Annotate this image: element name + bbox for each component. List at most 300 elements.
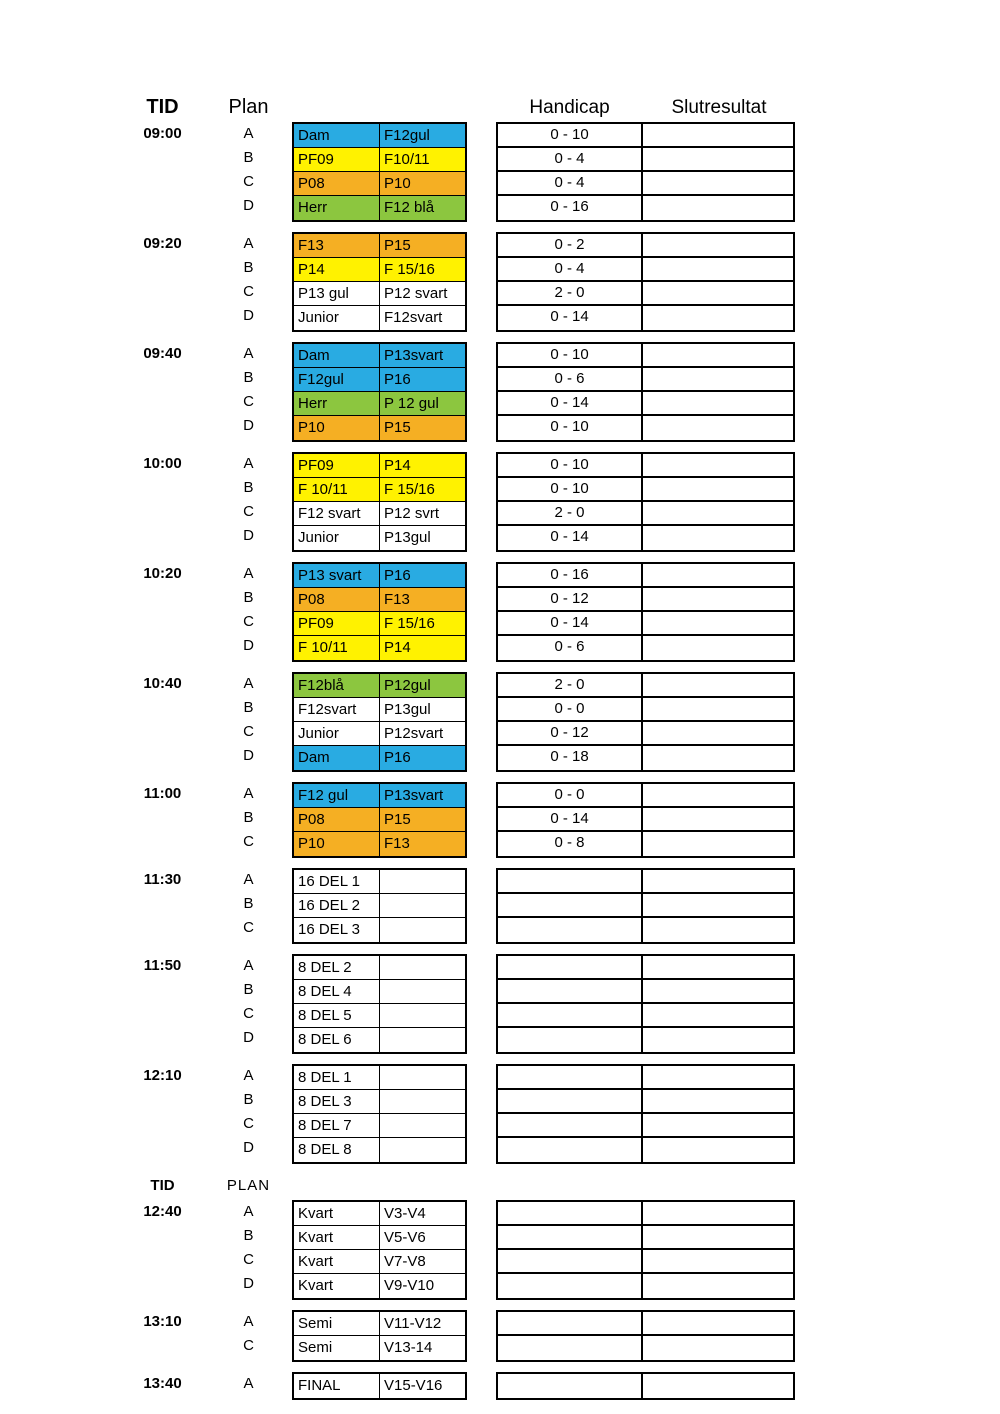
plan-label: B <box>243 698 254 716</box>
team-cell-right: F13 <box>380 832 465 856</box>
label-row <box>0 561 292 585</box>
team-row <box>294 698 465 722</box>
label-row <box>0 303 292 327</box>
plan-label: B <box>243 980 254 998</box>
label-column <box>0 953 292 1049</box>
plan-label: A <box>243 1312 254 1330</box>
label-row <box>0 1271 292 1295</box>
time-label: 10:00 <box>143 454 182 472</box>
team-table <box>292 1064 467 1164</box>
label-column <box>0 341 292 437</box>
team-cell-left: 8 DEL 8 <box>294 1138 380 1162</box>
score-row <box>498 636 793 660</box>
score-table <box>496 1064 795 1164</box>
label-column <box>0 1063 292 1159</box>
team-cell-right <box>380 1004 465 1027</box>
score-row <box>498 1374 793 1398</box>
team-cell-left: 16 DEL 3 <box>294 918 380 942</box>
plan-label: C <box>243 612 254 630</box>
team-row <box>294 1336 465 1360</box>
label-row <box>0 609 292 633</box>
score-row <box>498 172 793 196</box>
time-block <box>0 451 1000 552</box>
label-row <box>0 451 292 475</box>
team-cell-left: F 10/11 <box>294 636 380 660</box>
result-cell <box>643 636 793 660</box>
handicap-cell: 2 - 0 <box>498 282 643 304</box>
label-row <box>0 1001 292 1025</box>
handicap-cell: 0 - 16 <box>498 564 643 586</box>
score-table <box>496 452 795 552</box>
team-row <box>294 980 465 1004</box>
team-cell-right <box>380 1114 465 1137</box>
header-handicap: Handicap <box>529 97 610 118</box>
team-table <box>292 954 467 1054</box>
handicap-cell <box>498 918 643 942</box>
team-cell-left: Dam <box>294 344 380 367</box>
team-cell-left: 16 DEL 1 <box>294 870 380 893</box>
team-cell-right: P15 <box>380 416 465 440</box>
time-label: 11:30 <box>143 870 182 888</box>
team-cell-right: V7-V8 <box>380 1250 465 1273</box>
team-cell-right: F12 blå <box>380 196 465 220</box>
team-row <box>294 368 465 392</box>
label-row <box>0 585 292 609</box>
label-row <box>0 829 292 853</box>
team-cell-right: F 15/16 <box>380 612 465 635</box>
plan-label: C <box>243 722 254 740</box>
label-row <box>0 743 292 767</box>
label-column <box>0 867 292 939</box>
plan-label: C <box>243 1250 254 1268</box>
time-label: 12:40 <box>143 1202 182 1220</box>
score-row <box>498 306 793 330</box>
team-cell-left: F12gul <box>294 368 380 391</box>
label-row <box>0 365 292 389</box>
label-column <box>0 451 292 547</box>
label-row <box>0 633 292 657</box>
team-cell-right: V13-14 <box>380 1336 465 1360</box>
score-row <box>498 1114 793 1138</box>
result-cell <box>643 172 793 194</box>
team-table <box>292 1310 467 1362</box>
label-row <box>0 867 292 891</box>
label-row <box>0 1371 292 1395</box>
team-cell-right: V11-V12 <box>380 1312 465 1335</box>
plan-label: A <box>243 674 254 692</box>
label-row <box>0 1111 292 1135</box>
result-cell <box>643 1336 793 1360</box>
time-label: 09:40 <box>143 344 182 362</box>
label-row <box>0 1333 292 1357</box>
time-label: 10:20 <box>143 564 182 582</box>
label-column <box>0 781 292 853</box>
team-row <box>294 1202 465 1226</box>
team-row <box>294 636 465 660</box>
time-label: 12:10 <box>143 1066 182 1084</box>
team-cell-left: 8 DEL 2 <box>294 956 380 979</box>
label-row <box>0 341 292 365</box>
label-row <box>0 1063 292 1087</box>
handicap-cell <box>498 1004 643 1026</box>
handicap-cell <box>498 1028 643 1052</box>
handicap-cell: 0 - 14 <box>498 612 643 634</box>
team-cell-left: P10 <box>294 416 380 440</box>
team-row <box>294 344 465 368</box>
plan-label: B <box>243 258 254 276</box>
team-cell-left: P08 <box>294 588 380 611</box>
team-row <box>294 1004 465 1028</box>
team-cell-right: P12svart <box>380 722 465 745</box>
team-cell-right: F10/11 <box>380 148 465 171</box>
plan-label: A <box>243 870 254 888</box>
score-table <box>496 1200 795 1300</box>
label-row <box>0 1247 292 1271</box>
team-row <box>294 148 465 172</box>
result-cell <box>643 808 793 830</box>
score-row <box>498 722 793 746</box>
result-cell <box>643 894 793 916</box>
result-cell <box>643 746 793 770</box>
score-row <box>498 1274 793 1298</box>
score-row <box>498 746 793 770</box>
team-cell-left: 16 DEL 2 <box>294 894 380 917</box>
time-block <box>0 121 1000 222</box>
team-cell-left: F12 gul <box>294 784 380 807</box>
result-cell <box>643 918 793 942</box>
team-cell-right: P14 <box>380 454 465 477</box>
team-row <box>294 1250 465 1274</box>
time-block <box>0 341 1000 442</box>
plan-label: B <box>243 1226 254 1244</box>
result-cell <box>643 674 793 696</box>
score-table <box>496 562 795 662</box>
label-row <box>0 719 292 743</box>
result-cell <box>643 502 793 524</box>
plan-label: C <box>243 282 254 300</box>
score-row <box>498 870 793 894</box>
score-table <box>496 122 795 222</box>
label-row <box>0 499 292 523</box>
label-row <box>0 279 292 303</box>
team-row <box>294 124 465 148</box>
team-row <box>294 674 465 698</box>
team-row <box>294 746 465 770</box>
result-cell <box>643 392 793 414</box>
header-tid: TID <box>146 96 179 118</box>
score-row <box>498 282 793 306</box>
label-row <box>0 977 292 1001</box>
score-table <box>496 1310 795 1362</box>
result-cell <box>643 306 793 330</box>
team-cell-right: P 12 gul <box>380 392 465 415</box>
label-row <box>0 1087 292 1111</box>
team-cell-left: Kvart <box>294 1202 380 1225</box>
team-table <box>292 782 467 858</box>
result-cell <box>643 1250 793 1272</box>
team-row <box>294 870 465 894</box>
score-row <box>498 416 793 440</box>
score-row <box>498 1336 793 1360</box>
team-table <box>292 672 467 772</box>
score-row <box>498 1066 793 1090</box>
team-cell-left: P13 svart <box>294 564 380 587</box>
result-cell <box>643 416 793 440</box>
handicap-cell <box>498 1250 643 1272</box>
team-row <box>294 1028 465 1052</box>
plan-label: B <box>243 148 254 166</box>
team-row <box>294 1090 465 1114</box>
result-cell <box>643 1114 793 1136</box>
time-label: 11:50 <box>143 956 182 974</box>
label-row <box>0 413 292 437</box>
team-row <box>294 784 465 808</box>
time-block <box>0 671 1000 772</box>
team-row <box>294 808 465 832</box>
score-row <box>498 196 793 220</box>
result-cell <box>643 1028 793 1052</box>
score-row <box>498 526 793 550</box>
schedule-section-group-stage <box>0 121 1000 1164</box>
time-block <box>0 1063 1000 1164</box>
plan-label: B <box>243 894 254 912</box>
label-row <box>0 523 292 547</box>
label-row <box>0 475 292 499</box>
team-cell-left: F12blå <box>294 674 380 697</box>
score-row <box>498 1090 793 1114</box>
team-cell-left: 8 DEL 1 <box>294 1066 380 1089</box>
handicap-cell: 2 - 0 <box>498 674 643 696</box>
team-row <box>294 196 465 220</box>
handicap-cell: 2 - 0 <box>498 502 643 524</box>
handicap-cell: 0 - 10 <box>498 416 643 440</box>
plan-label: C <box>243 502 254 520</box>
team-cell-right: P12 svrt <box>380 502 465 525</box>
score-row <box>498 124 793 148</box>
team-cell-left: Dam <box>294 746 380 770</box>
handicap-cell <box>498 1274 643 1298</box>
time-block <box>0 1309 1000 1362</box>
team-cell-left: Kvart <box>294 1250 380 1273</box>
label-row <box>0 805 292 829</box>
result-cell <box>643 1274 793 1298</box>
team-row <box>294 956 465 980</box>
label-column <box>0 1199 292 1295</box>
score-row <box>498 1202 793 1226</box>
handicap-cell: 0 - 14 <box>498 392 643 414</box>
team-row <box>294 392 465 416</box>
team-cell-right: P13gul <box>380 526 465 550</box>
handicap-cell: 0 - 18 <box>498 746 643 770</box>
time-label: 09:20 <box>143 234 182 252</box>
score-row <box>498 392 793 416</box>
team-cell-left: Herr <box>294 392 380 415</box>
label-row <box>0 389 292 413</box>
handicap-cell: 0 - 10 <box>498 454 643 476</box>
team-cell-right: V15-V16 <box>380 1374 465 1398</box>
time-label: 11:00 <box>143 784 182 802</box>
handicap-cell <box>498 1138 643 1162</box>
team-cell-right <box>380 956 465 979</box>
handicap-cell: 0 - 12 <box>498 588 643 610</box>
team-cell-right: P15 <box>380 808 465 831</box>
team-table <box>292 1372 467 1400</box>
result-cell <box>643 1374 793 1398</box>
handicap-cell <box>498 1090 643 1112</box>
handicap-cell <box>498 1374 643 1398</box>
label-column <box>0 561 292 657</box>
label-row <box>0 1025 292 1049</box>
label-row <box>0 695 292 719</box>
team-cell-right: F12svart <box>380 306 465 330</box>
schedule-section-playoffs <box>0 1199 1000 1400</box>
team-cell-right <box>380 1138 465 1162</box>
score-row <box>498 980 793 1004</box>
team-row <box>294 722 465 746</box>
handicap-cell <box>498 1336 643 1360</box>
plan-label: D <box>243 306 254 324</box>
team-cell-left: Junior <box>294 306 380 330</box>
score-row <box>498 588 793 612</box>
team-row <box>294 832 465 856</box>
score-row <box>498 612 793 636</box>
team-row <box>294 1374 465 1398</box>
plan-label: C <box>243 1114 254 1132</box>
score-row <box>498 918 793 942</box>
team-cell-right: P15 <box>380 234 465 257</box>
time-block <box>0 1371 1000 1400</box>
result-cell <box>643 1312 793 1334</box>
header2-tid: TID <box>150 1176 175 1194</box>
label-row <box>0 193 292 217</box>
handicap-cell: 0 - 2 <box>498 234 643 256</box>
score-row <box>498 454 793 478</box>
handicap-cell <box>498 1226 643 1248</box>
result-cell <box>643 1066 793 1088</box>
team-cell-left: F12svart <box>294 698 380 721</box>
plan-label: D <box>243 1138 254 1156</box>
result-cell <box>643 1138 793 1162</box>
score-row <box>498 234 793 258</box>
label-row <box>0 1309 292 1333</box>
score-row <box>498 894 793 918</box>
team-row <box>294 564 465 588</box>
result-cell <box>643 870 793 892</box>
plan-label: B <box>243 478 254 496</box>
label-column <box>0 121 292 217</box>
team-cell-left: Dam <box>294 124 380 147</box>
label-row <box>0 145 292 169</box>
score-table <box>496 672 795 772</box>
team-row <box>294 234 465 258</box>
team-cell-right: F12gul <box>380 124 465 147</box>
time-label: 13:40 <box>143 1374 182 1392</box>
handicap-cell <box>498 870 643 892</box>
team-cell-right: P16 <box>380 564 465 587</box>
plan-label: A <box>243 1374 254 1392</box>
score-row <box>498 1312 793 1336</box>
result-cell <box>643 784 793 806</box>
team-cell-left: P08 <box>294 172 380 195</box>
handicap-cell: 0 - 10 <box>498 344 643 366</box>
score-table <box>496 954 795 1054</box>
plan-label: A <box>243 124 254 142</box>
score-row <box>498 808 793 832</box>
team-cell-left: Semi <box>294 1336 380 1360</box>
handicap-cell: 0 - 10 <box>498 124 643 146</box>
plan-label: A <box>243 1202 254 1220</box>
label-row <box>0 231 292 255</box>
score-row <box>498 1004 793 1028</box>
score-row <box>498 956 793 980</box>
plan-label: B <box>243 588 254 606</box>
score-row <box>498 1250 793 1274</box>
team-cell-right: V5-V6 <box>380 1226 465 1249</box>
label-row <box>0 1135 292 1159</box>
time-block <box>0 561 1000 662</box>
result-cell <box>643 722 793 744</box>
team-row <box>294 1226 465 1250</box>
plan-label: C <box>243 1004 254 1022</box>
plan-label: D <box>243 526 254 544</box>
team-cell-right: P12 svart <box>380 282 465 305</box>
column-header <box>0 92 1000 119</box>
team-cell-left: P14 <box>294 258 380 281</box>
team-table <box>292 342 467 442</box>
team-row <box>294 1274 465 1298</box>
team-cell-left: 8 DEL 6 <box>294 1028 380 1052</box>
team-cell-left: F 10/11 <box>294 478 380 501</box>
result-cell <box>643 980 793 1002</box>
time-label: 13:10 <box>143 1312 182 1330</box>
team-cell-right: P12gul <box>380 674 465 697</box>
plan-label: A <box>243 454 254 472</box>
team-row <box>294 502 465 526</box>
plan-label: C <box>243 1336 254 1354</box>
handicap-cell <box>498 1066 643 1088</box>
handicap-cell <box>498 980 643 1002</box>
team-cell-right: F 15/16 <box>380 258 465 281</box>
result-cell <box>643 832 793 856</box>
team-cell-right <box>380 894 465 917</box>
plan-label: D <box>243 196 254 214</box>
handicap-cell: 0 - 0 <box>498 784 643 806</box>
team-cell-right: F 15/16 <box>380 478 465 501</box>
plan-label: B <box>243 368 254 386</box>
label-column <box>0 231 292 327</box>
handicap-cell: 0 - 8 <box>498 832 643 856</box>
result-cell <box>643 612 793 634</box>
team-row <box>294 894 465 918</box>
header2-plan: PLAN <box>226 1176 271 1194</box>
score-table <box>496 232 795 332</box>
result-cell <box>643 956 793 978</box>
team-row <box>294 612 465 636</box>
team-table <box>292 452 467 552</box>
team-cell-left: 8 DEL 3 <box>294 1090 380 1113</box>
team-cell-left: FINAL <box>294 1374 380 1398</box>
plan-label: A <box>243 234 254 252</box>
label-row <box>0 671 292 695</box>
time-block <box>0 781 1000 858</box>
score-row <box>498 564 793 588</box>
team-cell-left: 8 DEL 7 <box>294 1114 380 1137</box>
score-table <box>496 342 795 442</box>
result-cell <box>643 196 793 220</box>
label-row <box>0 891 292 915</box>
label-row <box>0 915 292 939</box>
team-table <box>292 1200 467 1300</box>
